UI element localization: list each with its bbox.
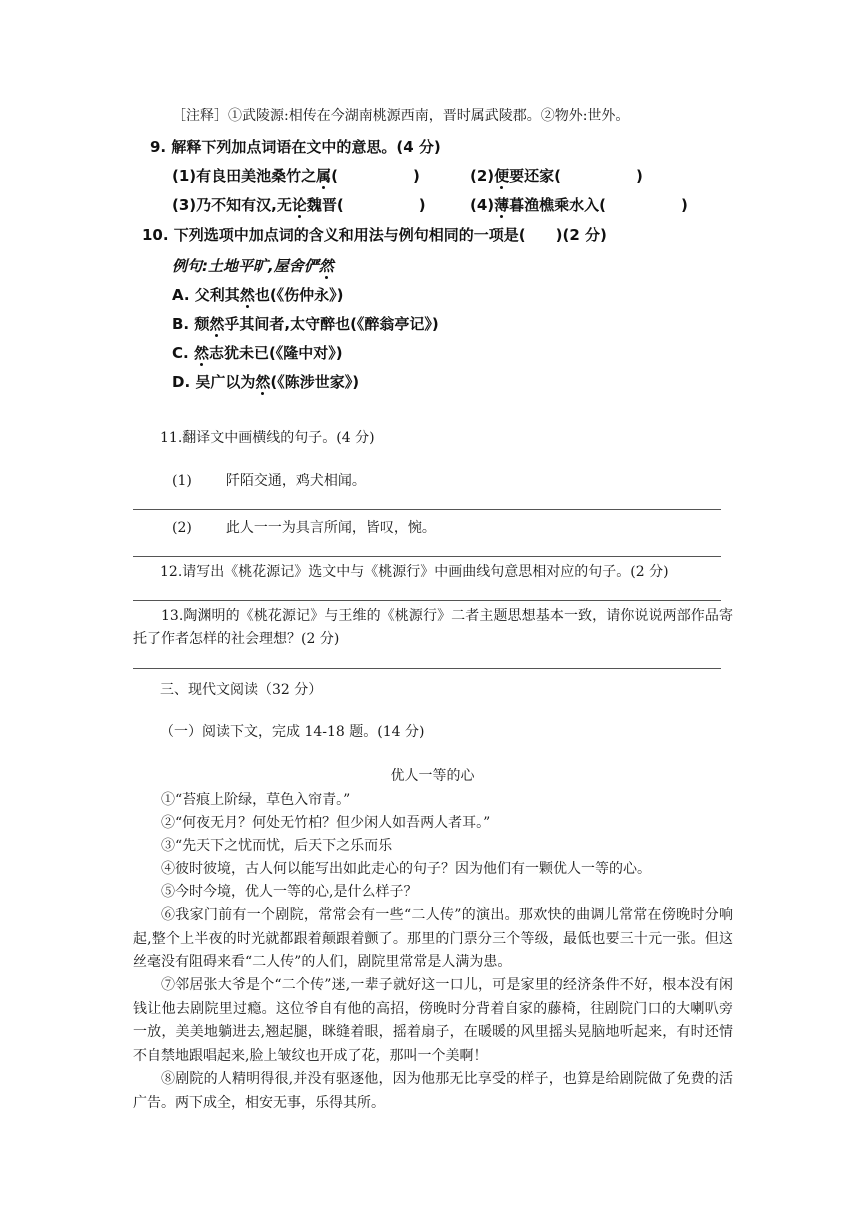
q10-option-b-post: 乎其间者,太守醉也(《醉翁亭记》) bbox=[224, 315, 439, 333]
article-paragraph: ④彼时彼境，古人何以能写出如此走心的句子？因为他们有一颗优人一等的心。 bbox=[161, 861, 651, 877]
q9-item-3-post: 魏晋( ) bbox=[306, 196, 426, 214]
q9-item-2-dotted-word: 便 bbox=[494, 167, 510, 185]
q10-option-d-pre: D. 吴广以为 bbox=[172, 373, 256, 391]
q13-stem: 13.陶渊明的《桃花源记》与王维的《桃源行》二者主题思想基本一致，请你说说两部作品寄托了作者怎样的社会理想？(2 分) bbox=[133, 608, 733, 647]
article-paragraph: ⑤今时今境，优人一等的心,是什么样子？ bbox=[161, 884, 418, 900]
q9-stem: 9. 解释下列加点词语在文中的意思。(4 分) bbox=[150, 138, 441, 156]
q9-item-2 bbox=[470, 166, 643, 186]
annotation-note: ［注释］①武陵源:相传在今湖南桃源西南，晋时属武陵郡。②物外:世外。 bbox=[172, 108, 630, 124]
q9-item-4-post: 暮渔樵乘水入( ) bbox=[509, 196, 688, 214]
q10-option-d bbox=[172, 372, 359, 392]
q11-item-1 bbox=[172, 471, 366, 491]
q10-option-c-post: 志犹未已(《隆中对》) bbox=[208, 344, 343, 362]
q9-item-1 bbox=[172, 166, 420, 186]
answer-line-q11-1[interactable] bbox=[133, 509, 721, 510]
q11-item-1-num: (1) bbox=[172, 473, 192, 489]
q9-item-4-pre: (4) bbox=[470, 196, 495, 214]
q9-item-2-pre: (2) bbox=[470, 167, 495, 185]
q10-option-a-pre: A. 父利其 bbox=[172, 286, 240, 304]
article-paragraph: ③“先天下之忧而忧，后天下之乐而乐 bbox=[161, 838, 393, 854]
q10-option-b bbox=[172, 314, 439, 334]
q10-example-pre: 例句:土地平旷,屋舍俨 bbox=[172, 257, 319, 275]
article-title: 优人一等的心 bbox=[390, 768, 475, 784]
q11-item-2 bbox=[172, 518, 436, 538]
q10-option-a bbox=[172, 285, 344, 305]
article-paragraph: ⑧剧院的人精明得很,并没有驱逐他，因为他那无比享受的样子，也算是给剧院做了免费的活广告。两下成全，相安无事，乐得其所。 bbox=[133, 1071, 733, 1111]
q10-option-b-pre: B. 颓 bbox=[172, 315, 210, 333]
q10-option-c bbox=[172, 343, 343, 363]
q9-item-3 bbox=[172, 195, 426, 215]
q11-item-1-text: 阡陌交通，鸡犬相闻。 bbox=[225, 473, 366, 489]
q10-option-a-dotted-word: 然 bbox=[239, 286, 255, 304]
q9-item-3-pre: (3)乃不知有汉,无 bbox=[172, 196, 292, 214]
answer-line-q11-2[interactable] bbox=[133, 556, 721, 557]
article-paragraph: ①“苔痕上阶绿，草色入帘青。” bbox=[161, 792, 351, 808]
q10-option-d-post: (《陈涉世家》) bbox=[270, 373, 360, 391]
q10-option-c-dotted-word: 然 bbox=[193, 344, 209, 362]
q10-example-dotted-word: 然 bbox=[318, 257, 334, 275]
q9-item-2-post: 要还家( ) bbox=[509, 167, 643, 185]
article-paragraph: ⑦邻居张大爷是个“二个传”迷,一辈子就好这一口儿，可是家里的经济条件不好，根本没有闲钱让他去剧院里过瘾。这位爷自有他的高招，傍晚时分背着自家的藤椅，往剧院门口的大喇叭旁一放，美美地躺进去,翘起腿，眯缝着眼，摇着扇子，在暖暖的风里摇头晃脑地听起来，有时还情不自禁地跟唱起来,脸上皱纹也开成了花，那叫一个美啊！ bbox=[133, 977, 733, 1064]
q9-item-1-post: ( ) bbox=[331, 167, 420, 185]
q9-item-4-dotted-word: 薄 bbox=[494, 196, 510, 214]
q9-item-1-dotted-word: 属 bbox=[316, 167, 332, 185]
q10-example bbox=[172, 256, 334, 276]
q10-option-b-dotted-word: 然 bbox=[209, 315, 225, 333]
q9-item-4 bbox=[470, 195, 688, 215]
q9-item-1-pre: (1)有良田美池桑竹之 bbox=[172, 167, 317, 185]
article-paragraph: ⑥我家门前有一个剧院，常常会有一些“二人传”的演出。那欢快的曲调儿常常在傍晚时分响起,整个上半夜的时光就都跟着颠跟着颤了。那里的门票分三个等级，最低也要三十元一张。但这丝毫没有阻碍来看“二人传”的人们，剧院里常常是人满为患。 bbox=[133, 907, 733, 970]
q10-option-d-dotted-word: 然 bbox=[255, 373, 271, 391]
section-heading: 三、现代文阅读（32 分） bbox=[160, 682, 323, 698]
q11-item-2-text: 此人一一为具言所闻，皆叹，惋。 bbox=[225, 520, 436, 536]
q10-stem: 10. 下列选项中加点词的含义和用法与例句相同的一项是( )(2 分) bbox=[142, 226, 607, 244]
q11-stem: 11.翻译文中画横线的句子。(4 分) bbox=[160, 430, 375, 446]
answer-line-q13[interactable] bbox=[133, 668, 721, 669]
q10-option-a-post: 也(《伤仲永》) bbox=[254, 286, 344, 304]
q9-item-3-dotted-word: 论 bbox=[291, 196, 307, 214]
q12-stem: 12.请写出《桃花源记》选文中与《桃源行》中画曲线句意思相对应的句子。(2 分) bbox=[160, 564, 669, 580]
subsection-heading: （一）阅读下文，完成 14-18 题。(14 分) bbox=[160, 724, 425, 740]
article-paragraph: ②“何夜无月？何处无竹柏？但少闲人如吾两人者耳。” bbox=[161, 815, 491, 831]
q10-option-c-pre: C. bbox=[172, 344, 194, 362]
q11-item-2-num: (2) bbox=[172, 520, 192, 536]
answer-line-q12[interactable] bbox=[133, 600, 721, 601]
